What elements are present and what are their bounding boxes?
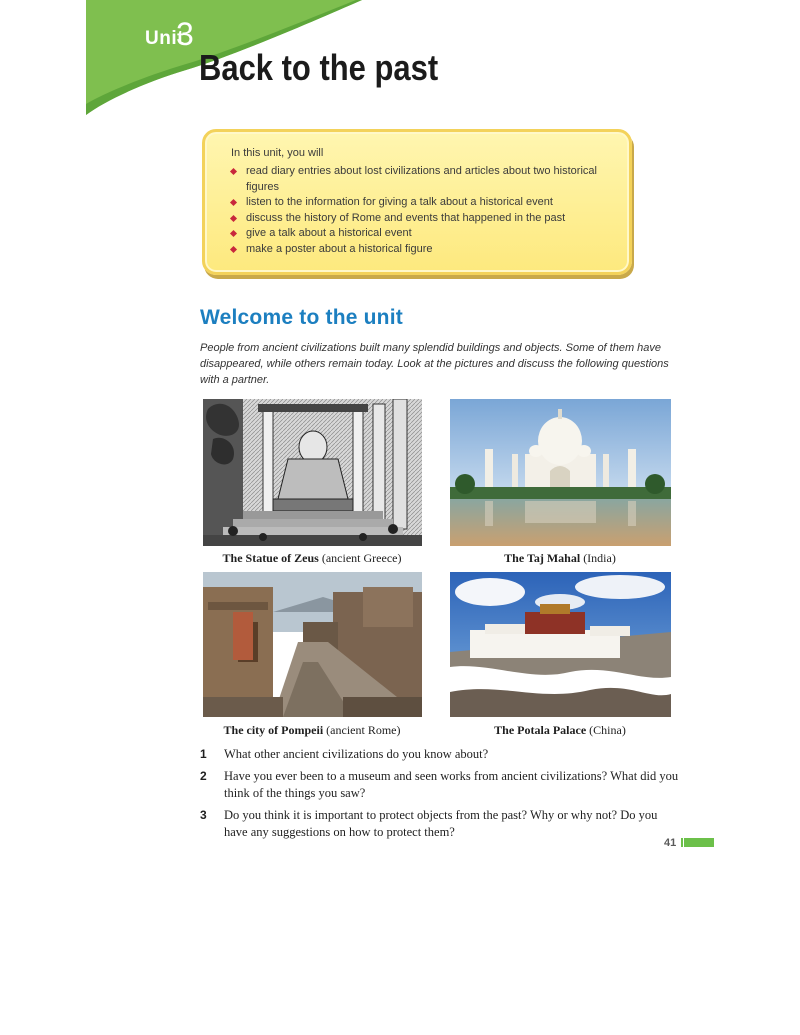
diamond-bullet-icon (230, 215, 237, 222)
caption-taj-mahal: The Taj Mahal (India) (504, 551, 616, 565)
section-heading: Welcome to the unit (200, 306, 403, 329)
objective-item: read diary entries about lost civilizations and articles about two historical figures (231, 164, 611, 195)
objective-item: discuss the history of Rome and events that happened in the past (231, 211, 611, 227)
section-intro-text: People from ancient civilizations built many splendid buildings and objects. Some of them have disappeared, while others remain today. Look at the pictures and discuss the following questions with a partner. (200, 342, 669, 386)
photo-city-of-pompeii (203, 572, 422, 717)
question-item: 2 Have you ever been to a museum and seen works from ancient civilizations? What did you think of the things you saw? (200, 769, 679, 800)
question-number: 1 (200, 747, 207, 761)
photo-potala-palace (450, 572, 671, 717)
unit-label: Unit (145, 28, 184, 49)
photo-taj-mahal (450, 399, 671, 546)
question-number: 3 (200, 808, 207, 822)
diamond-bullet-icon (230, 168, 237, 175)
caption-statue-of-zeus: The Statue of Zeus (ancient Greece) (222, 551, 402, 565)
objectives-intro: In this unit, you will (231, 147, 324, 159)
objectives-list (231, 164, 611, 258)
page-marker-bar (684, 838, 714, 847)
unit-number: 3 (176, 16, 194, 52)
photo-statue-of-zeus (203, 399, 422, 546)
objective-item: make a poster about a historical figure (231, 242, 611, 258)
discussion-questions (200, 746, 680, 846)
unit-title: Back to the past (199, 47, 439, 88)
diamond-bullet-icon (230, 246, 237, 253)
unit-objectives-box (202, 129, 632, 275)
caption-potala-palace: The Potala Palace (China) (494, 723, 626, 737)
caption-city-of-pompeii: The city of Pompeii (ancient Rome) (223, 723, 401, 737)
question-item: 3 Do you think it is important to protect objects from the past? Why or why not? Do you have any suggestions on how to protect them? (200, 808, 658, 839)
diamond-bullet-icon (230, 199, 237, 206)
question-item: 1 What other ancient civilizations do you know about? (200, 747, 489, 761)
objective-item: give a talk about a historical event (231, 226, 611, 242)
diamond-bullet-icon (230, 230, 237, 237)
question-number: 2 (200, 769, 207, 783)
page-marker-tick (681, 838, 683, 847)
objective-item: listen to the information for giving a talk about a historical event (231, 195, 611, 211)
page-number: 41 (664, 837, 677, 849)
